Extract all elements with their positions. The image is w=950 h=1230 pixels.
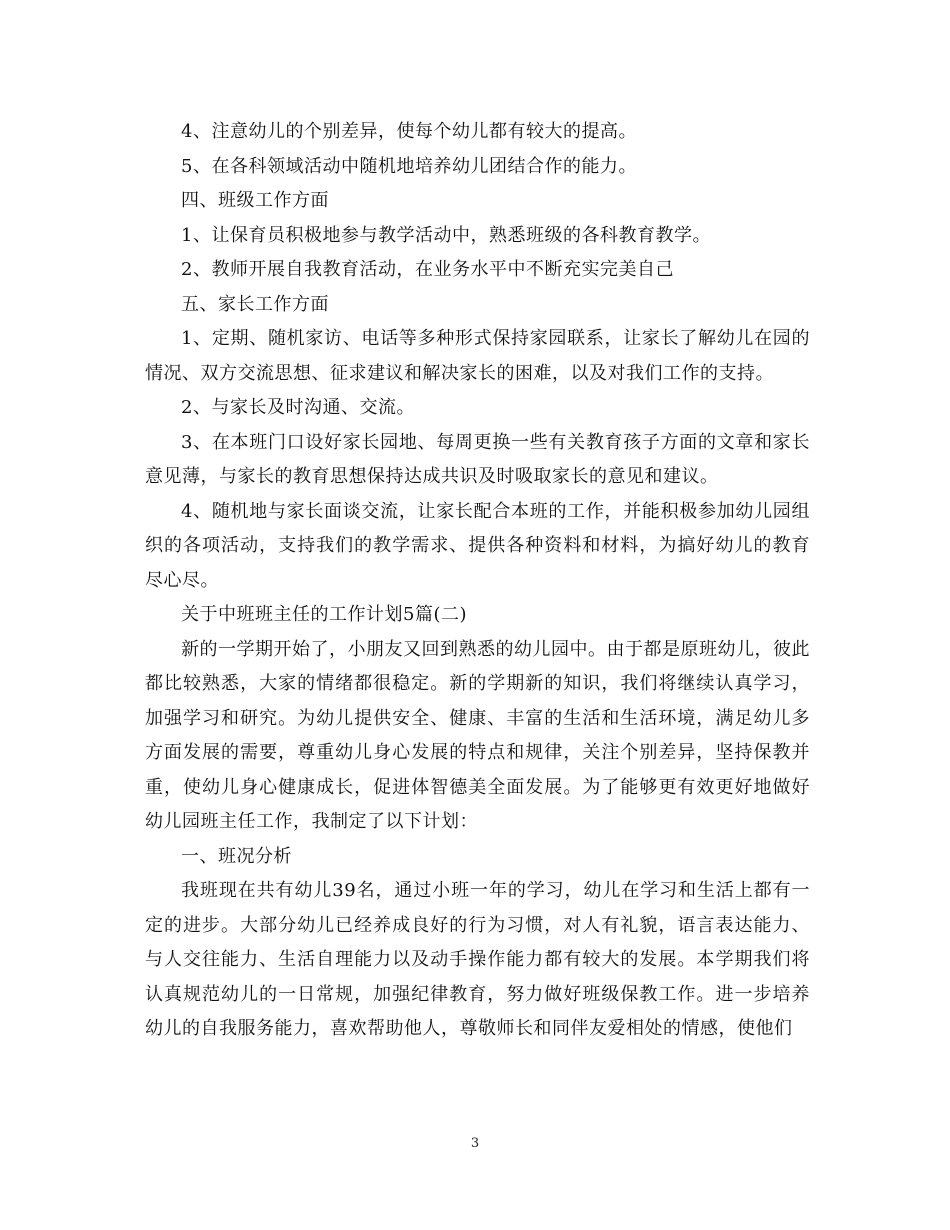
list-item-caregiver-participation: 1、让保育员积极地参与教学活动中，熟悉班级的各科教育教学。: [181, 224, 711, 246]
section-heading-class-work: 四、班级工作方面: [181, 190, 329, 211]
intro-paragraph: 新的一学期开始了，小朋友又回到熟悉的幼儿园中。由于都是原班幼儿，彼此都比较熟悉，大家的情绪都很稳定。新的学期新的知识，我们将继续认真学习，加强学习和研究。为幼儿提供安全、健康、丰富的生活和生活环境，满足幼儿多方面发展的需要，尊重幼儿身心发展的特点和规律，关注个别差异，坚持保教并重，使幼儿身心健康成长，促进体智德美全面发展。为了能够更有效更好地做好幼儿园班主任工作，我制定了以下计划：: [145, 638, 810, 832]
document-body: [145, 115, 810, 1047]
class-analysis-paragraph: 我班现在共有幼儿39名，通过小班一年的学习，幼儿在学习和生活上都有一定的进步。大部分幼儿已经养成良好的行为习惯，对人有礼貌，语言表达能力、与人交往能力、生活自理能力以及动手操作能力都有较大的发展。本学期我们将认真规范幼儿的一日常规，加强纪律教育，努力做好班级保教工作。进一步培养幼儿的自我服务能力，喜欢帮助他人，尊敬师长和同伴友爱相处的情感，使他们: [145, 880, 810, 1039]
section-heading-parent-work: 五、家长工作方面: [181, 293, 329, 315]
list-item-teacher-self-education: 2、教师开展自我教育活动，在业务水平中不断充实完美自己: [181, 259, 674, 280]
page-number: 3: [470, 1136, 480, 1151]
list-item-parent-garden: 3、在本班门口设好家长园地、每周更换一些有关教育孩子方面的文章和家长意见薄，与家长的教育思想保持达成共识及时吸取家长的意见和建议。: [145, 431, 810, 487]
list-item-home-visits: 1、定期、随机家访、电话等多种形式保持家园联系，让家长了解幼儿在园的情况、双方交流思想、征求建议和解决家长的困难，以及对我们工作的支持。: [145, 328, 810, 384]
article-title: 关于中班班主任的工作计划5篇(二): [181, 604, 467, 625]
section-heading-class-analysis: 一、班况分析: [181, 845, 292, 867]
list-item-communication: 2、与家长及时沟通、交流。: [181, 397, 415, 418]
list-item-teamwork: 5、在各科领域活动中随机地培养幼儿团结合作的能力。: [181, 155, 637, 177]
list-item-attention-differences: 4、注意幼儿的个别差异，使每个幼儿都有较大的提高。: [181, 121, 637, 142]
list-item-face-to-face: 4、随机地与家长面谈交流，让家长配合本班的工作，并能积极参加幼儿园组织的各项活动，支持我们的教学需求、提供各种资料和材料，为搞好幼儿的教育尽心尽。: [145, 500, 810, 591]
